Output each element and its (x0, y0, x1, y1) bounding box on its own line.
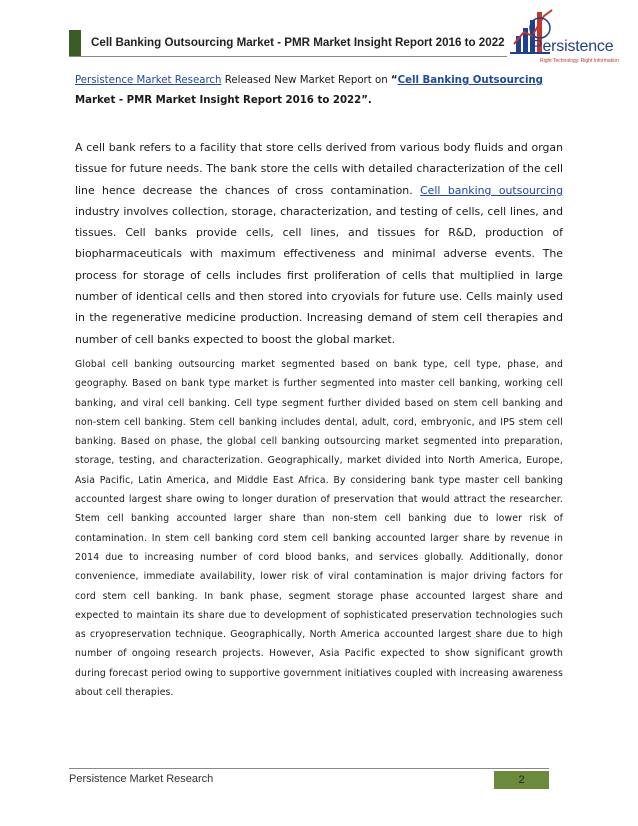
body-paragraph-2: Global cell banking outsourcing market segmented based on bank type, cell type, phase, and geography. Based on bank type market is further segmented into master cell banking, working cell banking, and viral cell banking. Cell type segment further divided based on stem cell banking and non-stem cell banking. Stem cell banking includes dental, adult, cord, embryonic, and IPS stem cell banking. Based on phase, the global cell banking outsourcing market segmented into preparation, storage, testing, and characterization. Geographically, market divided into North America, Europe, Asia Pacific, Latin America, and Middle East Africa. By considering bank type master cell banking accounted largest share owing to longer duration of preservation that would attract the researcher. Stem cell banking accounted larger share than non-stem cell banking due to lower risk of contamination. In stem cell banking cord stem cell banking accounted larger share by revenue in 2014 due to increasing number of cord blood banks, and services globally. Additionally, donor convenience, immediate availability, lower risk of viral contamination is major driving factors for cord stem cell banking. In bank phase, segment storage phase accounted largest share and expected to maintain its share due to development of sophisticated preservation technologies such as cryopreservation technique. Geographically, North America accounted largest share due to high number of ongoing research projects. However, Asia Pacific expected to show significant growth during forecast period owing to supportive government initiatives coupled with increasing awareness about cell therapies. (75, 359, 563, 699)
publisher-link[interactable]: Persistence Market Research (75, 75, 222, 86)
open-quote: “ (390, 75, 398, 86)
header-accent-bar (69, 30, 81, 56)
para1-text-after: industry involves collection, storage, characterization, and testing of cells, cell lines, and tissues. Cell banks provide cells, cell lines, and tissues for R&D, production of biopharmaceuticals with maximum effectiveness and minimal adverse events. The process for storage of cells includes first proliferation of cells that multiplied in large number of identical cells and then stored into cryovials for future use. Cells mainly used in the regenerative medicine production. Increasing demand of stem cell therapies and number of cell banks expected to boost the global market. (75, 204, 563, 346)
footer-label: Persistence Market Research (69, 773, 214, 785)
company-logo (508, 6, 624, 72)
header-title: Cell Banking Outsourcing Market - PMR Market Insight Report 2016 to 2022 (91, 36, 505, 49)
report-title-link[interactable]: Cell Banking Outsourcing (397, 75, 543, 86)
cell-banking-outsourcing-link[interactable]: Cell banking outsourcing (420, 183, 563, 197)
intro-paragraph (75, 71, 563, 111)
body-paragraph-1 (75, 137, 563, 350)
logo-tagline: Right Technology, Right Information (540, 58, 619, 64)
para1-text-before: A cell bank refers to a facility that store cells derived from various body fluids and organ tissue for future needs. The bank store the cells with detailed characterization of the cell line hence decrease the chances of cross contamination. (75, 141, 563, 197)
page-footer (69, 768, 549, 790)
page-header (69, 30, 507, 57)
logo-wordmark: Persistence (532, 38, 614, 55)
intro-middle-text: Released New Market Report on (221, 75, 391, 86)
report-title-rest: Market - PMR Market Insight Report 2016 to 2022”. (75, 95, 372, 106)
page-number-badge: 2 (494, 771, 549, 789)
